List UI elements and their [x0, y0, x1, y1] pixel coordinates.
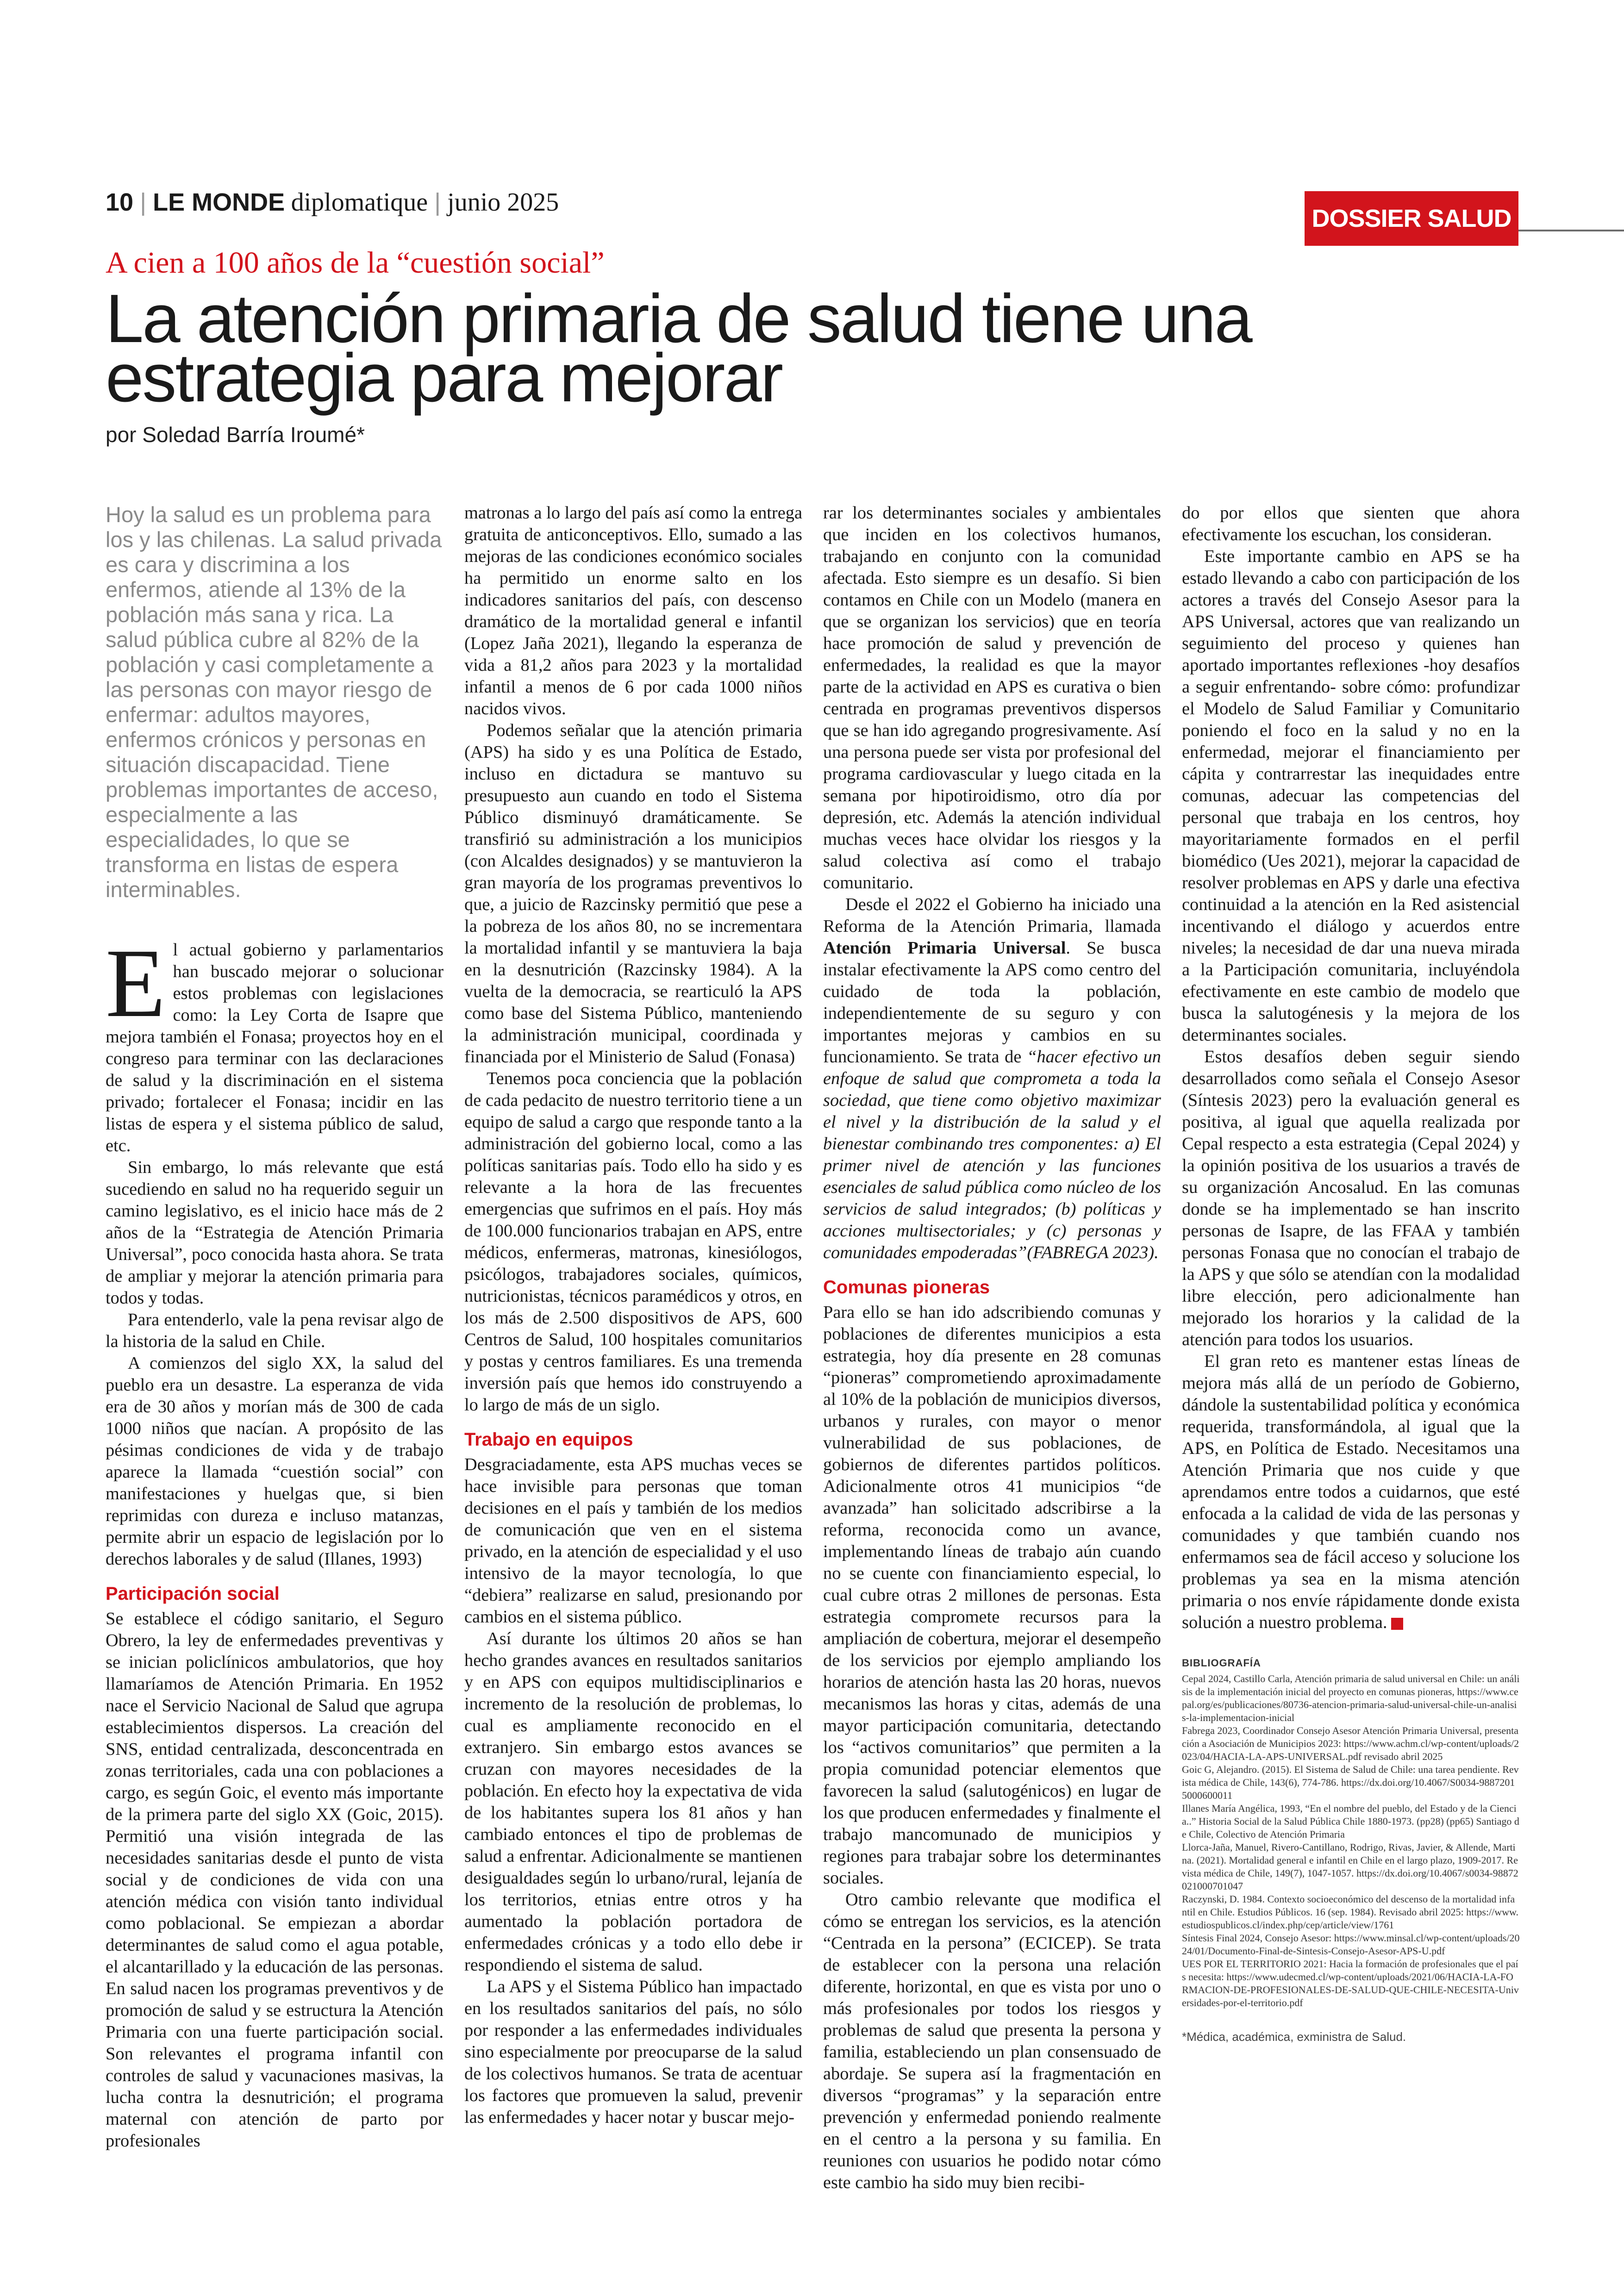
- bibliography-entry: Cepal 2024, Castillo Carla, Atención primaria de salud universal en Chile: un análisis de la implementación inicial del proyecto en comunas pioneras, https://www.cepal.org/es/publicaciones/80736-atencion-primaria-salud-universal-chile-un-analisis-la-implementacion-inicial: [1182, 1673, 1520, 1723]
- column-4: [1182, 502, 1520, 2048]
- body-paragraph: Otro cambio relevante que modifica el cómo se entregan los servicios, es la atención “Centrada en la persona” (ECICEP). Se trata de establecer con la persona una relación diferente, horizontal, en que es vista por uno o más profesionales por todos los riesgos y problemas de salud que presenta la persona y familia, estableciendo un plan consensuado de abordaje. Se supera así la fragmentación en diversos “programas” y la separación entre prevención y enfermedad poniendo realmente en el centro a la persona y su familia. En reuniones con usuarios he podido notar cómo este cambio ha sido muy bien recibi-: [823, 1890, 1161, 2192]
- drop-cap: E: [106, 929, 166, 1037]
- separator: |: [434, 188, 441, 216]
- bibliography-entry: Illanes María Angélica, 1993, “En el nombre del pueblo, del Estado y de la Ciencia..” Historia Social de la Salud Pública Chile 1880-1973. (pp28) (pp65) Santiago de Chile, Colectivo de Atención Primaria: [1182, 1802, 1519, 1840]
- subheading-participacion: Participación social: [106, 1584, 280, 1604]
- subheading-trabajo: Trabajo en equipos: [464, 1429, 633, 1450]
- body-paragraph: do por ellos que sienten que ahora efectivamente los escuchan, los consideran.: [1182, 503, 1520, 544]
- brand-suffix: diplomatique: [291, 188, 428, 217]
- brand-name: LE MONDE: [153, 188, 285, 216]
- body-paragraph: rar los determinantes sociales y ambientales que inciden en los colectivos humanos, trabajando en conjunto con la comunidad afectada. Esto siempre es un desafío. Si bien contamos en Chile con un Modelo (manera en que se organizan los servicios) que en teoría hace promoción de salud y prevención de enfermedades, la realidad es que la mayor parte de la actividad en APS es curativa o bien centrada en programas preventivos dispersos que se han ido agregando progresivamente. Así una persona puede ser vista por profesional del programa cardiovascular y luego citada en la semana por hipotiroidismo, otro día por depresión, etc. Además la atención individual muchas veces hace olvidar los riesgos y la salud colectiva así como el trabajo comunitario.: [823, 503, 1161, 892]
- body-paragraph: La APS y el Sistema Público han impactado en los resultados sanitarios del país, no sólo por responder a las enfermedades individuales sino especialmente por preocuparse de la salud de los colectivos humanos. Se trata de acentuar los factores que promueven la salud, prevenir las enfermedades y hacer notar y buscar mejo-: [464, 1977, 802, 2127]
- masthead: [106, 187, 559, 217]
- body-paragraph: A comienzos del siglo XX, la salud del pueblo era un desastre. La esperanza de vida era de 30 años y morían más de 300 de cada 1000 niños que nacían. A propósito de las pésimas condiciones de vida y de trabajo aparece la llamada “cuestión social” con manifestaciones y huelgas que, si bien reprimidas con dureza e incluso matanzas, permite abrir un espacio de legislación por lo derechos laborales y de salud (Illanes, 1993): [106, 1353, 443, 1569]
- page-number: 10: [106, 188, 134, 216]
- article-lead: Hoy la salud es un problema para los y las chilenas. La salud privada es cara y discrimina a los enfermos, atiende al 13% de la población más sana y rica. La salud pública cubre al 82% de la población y casi completamente a las personas con mayor riesgo de enfermar: adultos mayores, enfermos crónicos y personas en situación discapacidad. Tiene problemas importantes de acceso, especialmente a las especialidades, lo que se transforma en listas de espera interminables.: [106, 502, 442, 902]
- separator: |: [140, 188, 147, 216]
- article-byline: por Soledad Barría Iroumé*: [106, 423, 365, 447]
- quote-fabrega: “hacer efectivo un enfoque de salud que comprometa a toda la sociedad, que tiene como objetivo maximizar el nivel y la distribución de la salud y el bienestar combinando tres componentes: a) El primer nivel de atención y las funciones esenciales de salud pública como núcleo de los servicios de salud integrados; (b) políticas y acciones multisectoriales; y (c) personas y comunidades empoderadas”(FABREGA 2023).: [823, 1047, 1161, 1262]
- section-badge: DOSSIER SALUD: [1305, 191, 1518, 246]
- body-paragraph: Estos desafíos deben seguir siendo desarrollados como señala el Consejo Asesor (Síntesis 2023) pero la evaluación general es positiva, al igual que aquella realizada por Cepal respecto a esta estrategia (Cepal 2024) y la opinión positiva de los usuarios a través de su organización Ancosalud. En las comunas donde se ha implementado se han inscrito personas de Isapre, de las FFAA y también personas Fonasa que no conocían el trabajo de la APS y que sólo se atendían con la modalidad libre elección, pero adicionalmente han mejorado los horarios y la calidad de la atención para todos los usuarios.: [1182, 1047, 1520, 1349]
- bibliography: [1182, 1657, 1520, 2009]
- article-title: La atención primaria de salud tiene una estrategia para mejorar: [106, 281, 1251, 416]
- bibliography-entry: Síntesis Final 2024, Consejo Asesor: https://www.minsal.cl/wp-content/uploads/2024/01/Documento-Final-de-Sintesis-Consejo-Asesor-APS-U.pdf: [1182, 1932, 1520, 1957]
- article-kicker: A cien a 100 años de la “cuestión social”: [106, 246, 605, 280]
- body-paragraph: Desgraciadamente, esta APS muchas veces se hace invisible para personas que toman decisiones en el país y también de los medios de comunicación que ven en el sistema privado, en la atención de especialidad y el uso intensivo de la mayor tecnología, lo que “debiera” realizarse en salud, presionando por cambios en el sistema público.: [464, 1455, 802, 1627]
- body-paragraph: Así durante los últimos 20 años se han hecho grandes avances en resultados sanitarios y en APS con equipos multidisciplinarios e incremento de la resolución de problemas, lo cual es ampliamente reconocido en el extranjero. Sin embargo estos avances se cruzan con mayores necesidades de la población. En efecto hoy la expectativa de vida de los habitantes supera los 81 años y han cambiado entonces el tipo de problemas de salud a enfrentar. Adicionalmente se mantienen desigualdades según lo urbano/rural, lejanía de los territorios, etnias entre otros y ha aumentado la población portadora de enfermedades crónicas y a todo ello debe ir respondiendo el sistema de salud.: [464, 1629, 802, 1975]
- body-paragraph: Desde el 2022 el Gobierno ha iniciado una Reforma de la Atención Primaria, llamada Atención Primaria Universal. Se busca instalar efectivamente la APS como centro del cuidado de toda la población, independientemente de su seguro y con importantes mejoras y cambios en su funcionamiento. Se trata de “hacer efectivo un enfoque de salud que comprometa a toda la sociedad, que tiene como objetivo maximizar el nivel y la distribución de la salud y el bienestar combinando tres componentes: a) El primer nivel de atención y las funciones esenciales de salud pública como núcleo de los servicios de salud integrados; (b) políticas y acciones multisectoriales; y (c) personas y comunidades empoderadas”(FABREGA 2023).: [823, 895, 1161, 1262]
- body-paragraph: Para entenderlo, vale la pena revisar algo de la historia de la salud en Chile.: [106, 1310, 443, 1351]
- body-paragraph: Tenemos poca conciencia que la población de cada pedacito de nuestro territorio tiene a un equipo de salud a cargo que responde tanto a la administración del gobierno local, como a las políticas sanitarias país. Todo ello ha sido y es relevante a la hora de las frecuentes emergencias que sufrimos en el país. Hoy más de 100.000 funcionarios trabajan en APS, entre médicos, enfermeras, matronas, kinesiólogos, psicólogos, trabajadores sociales, químicos, nutricionistas, técnicos paramédicos y otros, en los más de 2.500 dispositivos de APS, 600 Centros de Salud, 100 hospitales comunitarios y postas y centros familiares. Es una tremenda inversión país que hemos ido construyendo a lo largo de más de un siglo.: [464, 1069, 802, 1415]
- end-mark-icon: [1391, 1618, 1403, 1630]
- body-paragraph: matronas a lo largo del país así como la entrega gratuita de anticonceptivos. Ello, sumado a las mejoras de las condiciones económico sociales ha permitido un enorme salto en los indicadores sanitarios del país, con descenso dramático de la mortalidad general e infantil (Lopez Jaña 2021), llegando la esperanza de vida a 81,2 años para 2023 y la mortalidad infantil a menos de 6 por cada 1000 niños nacidos vivos.: [464, 503, 802, 718]
- body-paragraph: Sin embargo, lo más relevante que está sucediendo en salud no ha requerido seguir un camino legislativo, es el inicio hace más de 2 años de la “Estrategia de Atención Primaria Universal”, poco conocida hasta ahora. Se trata de ampliar y mejorar la atención primaria para todos y todas.: [106, 1158, 443, 1308]
- body-paragraph: Podemos señalar que la atención primaria (APS) ha sido y es una Política de Estado, incluso en dictadura se mantuvo su presupuesto aun cuando en todo el Sistema Público disminuyó dramáticamente. Se transfirió su administración a los municipios (con Alcaldes designados) y se mantuvieron la gran mayoría de los programas preventivos lo que, a juicio de Razcinsky permitió que pese a la pobreza de los años 80, no se incrementara la mortalidad infantil y se mantuviera la baja en la desnutrición (Razcinsky 1984). A la vuelta de la democracia, se rearticuló la APS como base del Sistema Público, manteniendo la administración municipal, coordinada y financiada por el Ministerio de Salud (Fonasa): [464, 721, 802, 1066]
- column-1: [106, 502, 443, 2152]
- bibliography-title: BIBLIOGRAFÍA: [1182, 1657, 1261, 1669]
- body-paragraph: El actual gobierno y parlamentarios han buscado mejorar o solucionar estos problemas con legislaciones como: la Ley Corta de Isapre que mejora también el Fonasa; proyectos hoy en el congreso para terminar con las declaraciones de salud y la discriminación en el sistema privado; fortalecer el Fonasa; incidir en las listas de espera y el sistema público de salud, etc.: [106, 929, 443, 1155]
- bibliography-entry: Goic G, Alejandro. (2015). El Sistema de Salud de Chile: una tarea pendiente. Revista médica de Chile, 143(6), 774-786. https://dx.doi.org/10.4067/S0034-98872015000600011: [1182, 1764, 1519, 1801]
- body-paragraph: Se establece el código sanitario, el Seguro Obrero, la ley de enfermedades preventivas y se inician policlínicos ambulatorios, que hoy llamaríamos de Atención Primaria. En 1952 nace el Servicio Nacional de Salud que agrupa establecimientos dispersos. La creación del SNS, entidad centralizada, desconcentrada en zonas territoriales, cada una con poblaciones a cargo, es según Goic, el evento más importante de la primera parte del siglo XX (Goic, 2015). Permitió una visión integrada de las necesidades sanitarias desde el punto de vista social y de condiciones de vida con una atención médica con visión tanto individual como poblacional. Se empiezan a abordar determinantes de salud como el agua potable, el alcantarillado y la educación de las personas. En salud nacen los programas preventivos y de promoción de salud y se estructura la Atención Primaria con una fuerte participación social. Son relevantes el programa infantil con controles de salud y vacunaciones masivas, la lucha contra la desnutrición; el programa maternal con atención de parto por profesionales: [106, 1609, 443, 2151]
- author-footnote: *Médica, académica, exministra de Salud.: [1182, 2030, 1406, 2044]
- column-2: [464, 502, 802, 2128]
- bibliography-entry: Llorca-Jaña, Manuel, Rivero-Cantillano, Rodrigo, Rivas, Javier, & Allende, Martina. (2021). Mortalidad general e infantil en Chile en el largo plazo, 1909-2017. Revista médica de Chile, 149(7), 1047-1057. https://dx.doi.org/10.4067/s0034-98872021000701047: [1182, 1841, 1518, 1892]
- issue-date: junio 2025: [447, 188, 559, 217]
- body-paragraph: Este importante cambio en APS se ha estado llevando a cabo con participación de los actores a través del Consejo Asesor para la APS Universal, actores que van realizando un seguimiento del proceso y quienes han aportado importantes reflexiones -hoy desafíos a seguir enfrentando- sobre cómo: profundizar el Modelo de Salud Familiar y Comunitario poniendo el foco en la salud y no en la enfermedad, mejorar el financiamiento per cápita y contrarrestar las inequidades entre comunas, adecuar las competencias del personal que trabaja en los centros, hoy mayoritariamente formados en el perfil biomédico (Ues 2021), mejorar la capacidad de resolver problemas en APS y darle una efectiva continuidad a la atención en la Red asistencial incentivando el diálogo y acuerdos entre niveles; la necesidad de dar una nueva mirada a la Participación comunitaria, incluyéndola efectivamente en este cambio de modelo que busca la salutogénesis y la mejora de los determinantes sociales.: [1182, 547, 1520, 1045]
- bibliography-entry: Fabrega 2023, Coordinador Consejo Asesor Atención Primaria Universal, presentación a Asociación de Municipios 2023: https://www.achm.cl/wp-content/uploads/2023/04/HACIA-LA-APS-UNIVERSAL.pdf revisado abril 2025: [1182, 1725, 1519, 1762]
- subheading-comunas: Comunas pioneras: [823, 1277, 990, 1297]
- bibliography-entry: Raczynski, D. 1984. Contexto socioeconómico del descenso de la mortalidad infantil en Chile. Estudios Públicos. 16 (sep. 1984). Revisado abril 2025: https://www.estudiospublicos.cl/index.php/cep/article/view/1761: [1182, 1893, 1518, 1931]
- body-paragraph: Para ello se han ido adscribiendo comunas y poblaciones de diferentes municipios a esta estrategia, hoy día presente en 28 comunas “pioneras” comprometiendo aproximadamente al 10% de la población de municipios diversos, urbanos y rurales, con mayor o menor vulnerabilidad de sus poblaciones, de gobiernos de diferentes partidos políticos. Adicionalmente otros 41 municipios “de avanzada” han solicitado adscribirse a la reforma, reconocida como un avance, implementando líneas de trabajo aún cuando no se cuente con financiamiento especial, lo cual cubre otras 2 millones de personas. Esta estrategia compromete recursos para la ampliación de cobertura, mejorar el desempeño de los servicios por ejemplo ampliando los horarios de atención hasta las 20 horas, nuevos mecanismos las horas y citas, además de una mayor participación comunitaria, detectando los “activos comunitarios” que permiten a la propia comunidad potenciar elementos que favorecen la salud (salutogénicos) en lugar de los que producen enfermedades y finalmente el trabajo mancomunado de municipios y regiones para trabajar sobre los determinantes sociales.: [823, 1303, 1161, 1888]
- bibliography-entry: UES POR EL TERRITORIO 2021: Hacia la formación de profesionales que el país necesita: https://www.udecmed.cl/wp-content/uploads/2021/06/HACIA-LA-FORMACION-DE-PROFESIONALES-DE-SALUD-QUE-CHILE-NECESITA-Universidades-por-el-territorio.pdf: [1182, 1958, 1519, 2008]
- body-paragraph: El gran reto es mantener estas líneas de mejora más allá de un período de Gobierno, dándole la sustentabilidad política y económica requerida, transformándola, al igual que la APS, en Política de Estado. Necesitamos una Atención Primaria que nos cuide y que aprendamos entre todos a cuidarnos, que esté enfocada a la calidad de vida de las personas y comunidades y que también cuando nos enfermamos sea de fácil acceso y solucione los problemas ya sea en la misma atención primaria o nos envíe rápidamente donde exista solución a nuestro problema.: [1182, 1352, 1520, 1632]
- column-3: [823, 502, 1161, 2194]
- emphasis-apu: Atención Primaria Universal: [823, 938, 1066, 958]
